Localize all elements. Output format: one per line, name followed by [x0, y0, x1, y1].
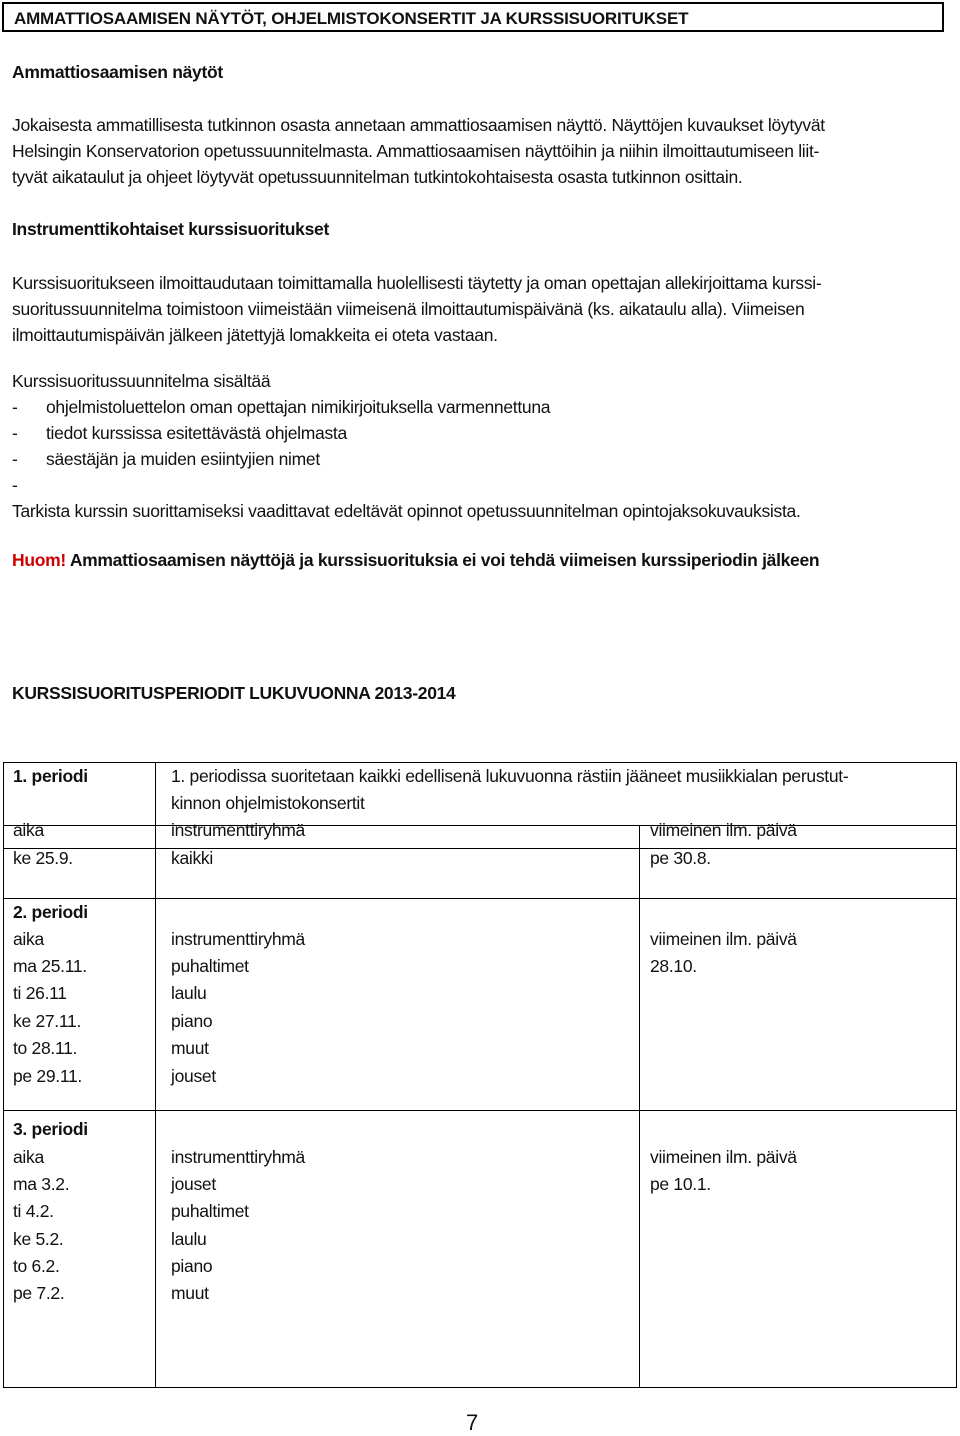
period-3-group: jouset	[171, 1174, 216, 1194]
list-dash: -	[12, 449, 18, 469]
page-number: 7	[466, 1410, 479, 1435]
huom-text: Ammattiosaamisen näyttöjä ja kurssisuorituksia ei voi tehdä viimeisen kurssiperiodin jälkeen	[65, 550, 820, 570]
paragraph-line: Helsingin Konservatorion opetussuunnitelmasta. Ammattiosaamisen näyttöihin ja niihin ilmoittautumiseen liit-	[12, 141, 820, 161]
demonstrations-paragraph	[12, 112, 942, 190]
list-dash: -	[12, 475, 18, 495]
period-2-group: jouset	[171, 1066, 216, 1086]
period-1-group: kaikki	[171, 848, 213, 868]
huom-label: Huom!	[12, 550, 66, 570]
header-time: aika	[13, 1147, 44, 1167]
period-2-time: ti 26.11	[13, 983, 67, 1003]
period-3-deadline: pe 10.1.	[650, 1174, 711, 1194]
row-divider	[4, 898, 956, 899]
period-1-deadline: pe 30.8.	[650, 848, 711, 868]
header-deadline: viimeinen ilm. päivä	[650, 1147, 797, 1167]
period-3-group: laulu	[171, 1229, 207, 1249]
header-group: instrumenttiryhmä	[171, 820, 305, 840]
period-3-group: muut	[171, 1283, 209, 1303]
document-title: AMMATTIOSAAMISEN NÄYTÖT, OHJELMISTOKONSERTIT JA KURSSISUORITUKSET	[14, 9, 689, 28]
paragraph-line: Jokaisesta ammatillisesta tutkinnon osasta annetaan ammattiosaamisen näyttö. Näyttöjen kuvaukset löytyvät	[12, 115, 825, 135]
period-1-description: kinnon ohjelmistokonsertit	[171, 793, 365, 813]
plan-contents	[12, 368, 942, 524]
period-3-time: ti 4.2.	[13, 1201, 54, 1221]
period-3-time: ke 5.2.	[13, 1229, 64, 1249]
list-dash: -	[12, 397, 18, 417]
header-deadline: viimeinen ilm. päivä	[650, 820, 797, 840]
header-time: aika	[13, 929, 44, 949]
period-1-label: 1. periodi	[13, 766, 88, 786]
period-2-group: muut	[171, 1038, 209, 1058]
period-2-time: to 28.11.	[13, 1038, 78, 1058]
prerequisites-note: Tarkista kurssin suorittamiseksi vaadittavat edeltävät opinnot opetussuunnitelman opintojaksokuvauksista.	[12, 501, 801, 521]
list-item	[12, 472, 942, 498]
period-2-deadline: 28.10.	[650, 956, 697, 976]
header-group: instrumenttiryhmä	[171, 929, 305, 949]
column-divider	[155, 763, 156, 1387]
title-box	[2, 2, 944, 32]
course-paragraph	[12, 270, 942, 348]
list-item: - tiedot kurssissa esitettävästä ohjelmasta	[12, 420, 942, 446]
section-heading-course-performances: Instrumenttikohtaiset kurssisuoritukset	[12, 219, 329, 239]
period-2-time: ma 25.11.	[13, 956, 87, 976]
row-divider	[4, 1110, 956, 1111]
header-time: aika	[13, 820, 44, 840]
schedule-table	[3, 762, 957, 1388]
period-2-group: puhaltimet	[171, 956, 249, 976]
column-divider	[639, 825, 640, 1387]
period-3-label: 3. periodi	[13, 1119, 88, 1139]
list-dash: -	[12, 423, 18, 443]
period-1-time: ke 25.9.	[13, 848, 73, 868]
period-2-time: pe 29.11.	[13, 1066, 82, 1086]
period-3-time: ma 3.2.	[13, 1174, 70, 1194]
header-group: instrumenttiryhmä	[171, 1147, 305, 1167]
paragraph-line: tyvät aikataulut ja ohjeet löytyvät opetussuunnitelman tutkintokohtaisesta osasta tutkinnon osittain.	[12, 167, 743, 187]
period-2-time: ke 27.11.	[13, 1011, 82, 1031]
period-3-time: pe 7.2.	[13, 1283, 65, 1303]
list-item: - ohjelmistoluettelon oman opettajan nimikirjoituksella varmennettuna	[12, 394, 942, 420]
period-3-group: piano	[171, 1256, 213, 1276]
paragraph-line: ilmoittautumispäivän jälkeen jätettyjä lomakkeita ei oteta vastaan.	[12, 325, 498, 345]
section-heading-demonstrations: Ammattiosaamisen näytöt	[12, 62, 223, 82]
header-deadline: viimeinen ilm. päivä	[650, 929, 797, 949]
period-2-group: piano	[171, 1011, 213, 1031]
list-intro: Kurssisuoritussuunnitelma sisältää	[12, 371, 271, 391]
row-divider	[4, 825, 956, 826]
row-divider	[4, 848, 956, 849]
period-1-description: 1. periodissa suoritetaan kaikki edellisenä lukuvuonna rästiin jääneet musiikkialan perustut-	[171, 766, 849, 786]
period-2-label: 2. periodi	[13, 902, 88, 922]
period-3-group: puhaltimet	[171, 1201, 249, 1221]
period-3-time: to 6.2.	[13, 1256, 60, 1276]
paragraph-line: Kurssisuoritukseen ilmoittaudutaan toimittamalla huolellisesti täytetty ja oman opettajan allekirjoittama kurssi-	[12, 273, 822, 293]
huom-note	[12, 550, 819, 571]
period-2-group: laulu	[171, 983, 207, 1003]
list-item: - säestäjän ja muiden esiintyjien nimet	[12, 446, 942, 472]
paragraph-line: suoritussuunnitelma toimistoon viimeistään viimeisenä ilmoittautumispäivänä (ks. aikataulu alla). Viimeisen	[12, 299, 805, 319]
schedule-title: KURSSISUORITUSPERIODIT LUKUVUONNA 2013-2014	[12, 683, 456, 703]
